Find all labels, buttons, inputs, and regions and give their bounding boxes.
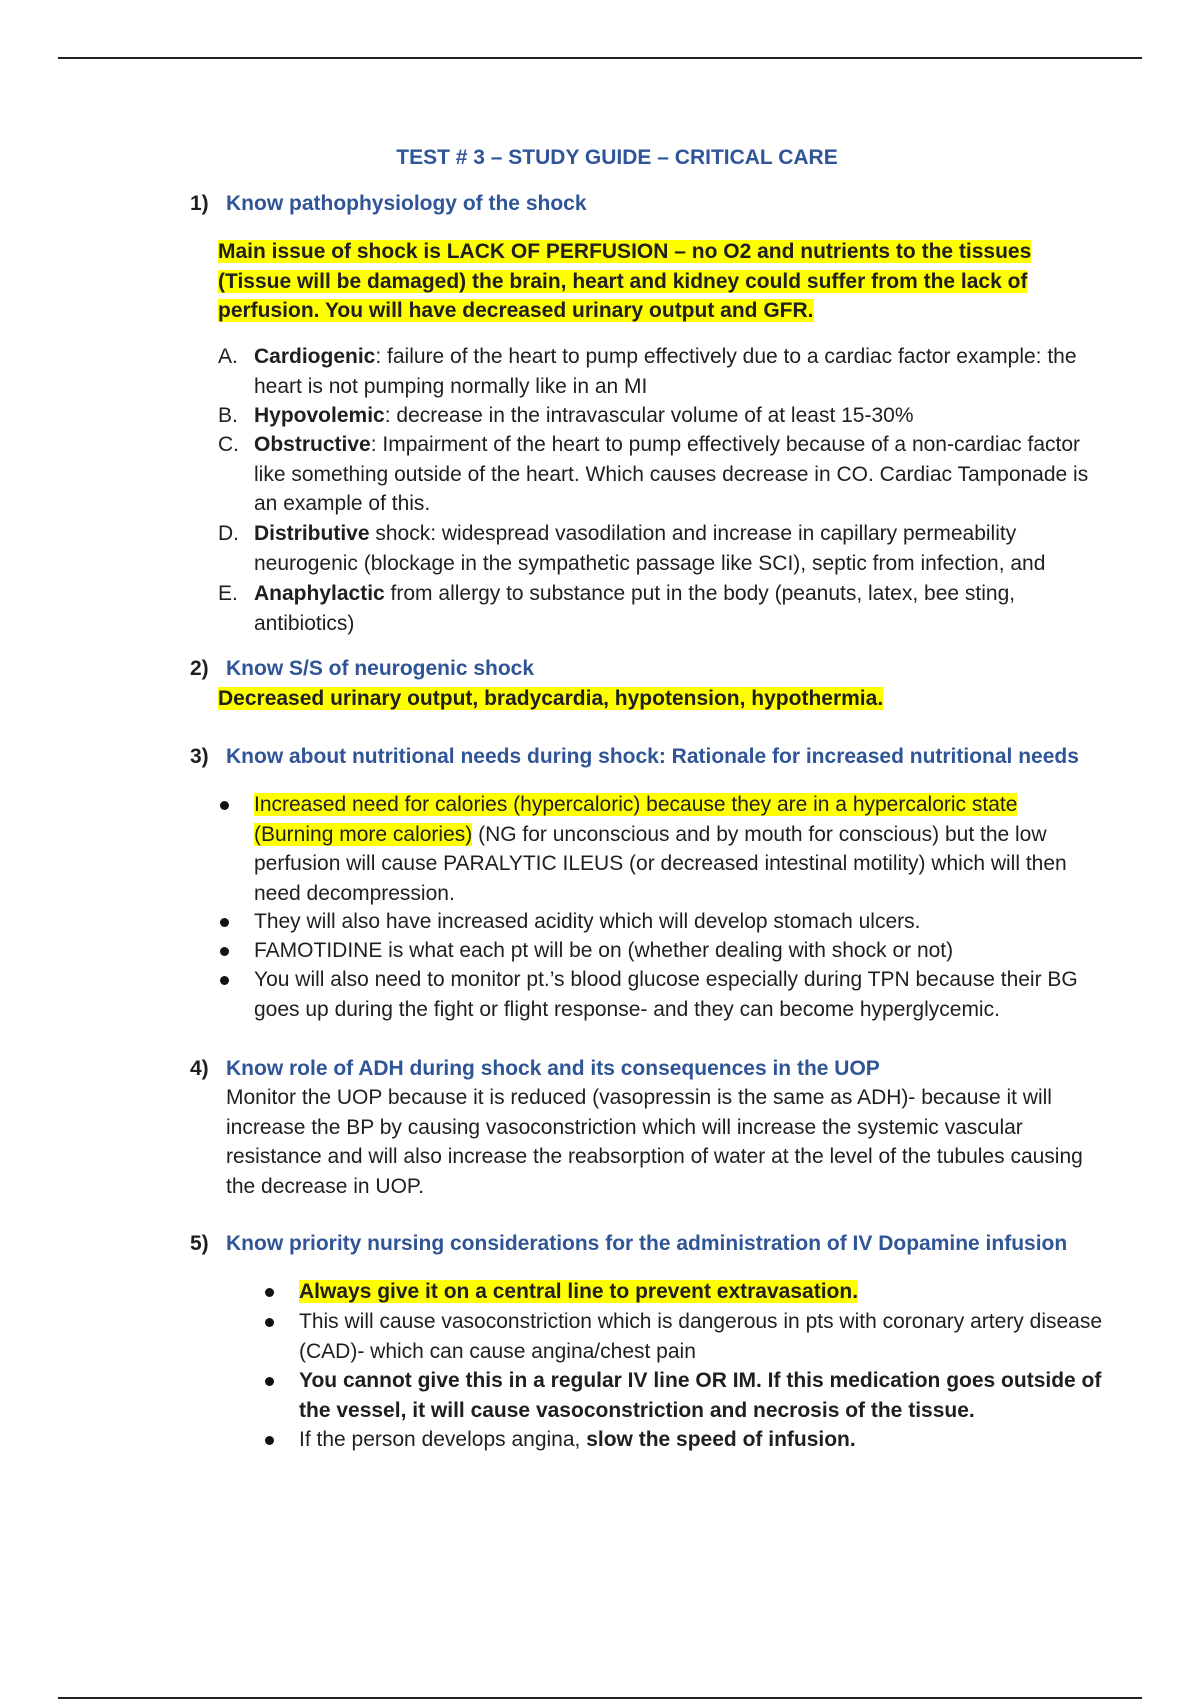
list-marker: A.: [218, 345, 238, 368]
list-marker: B.: [218, 404, 238, 427]
list-item-text: [254, 579, 1098, 638]
shock-description: : failure of the heart to pump effectively due to a cardiac factor example: the heart is not pumping normally like in an MI: [254, 345, 1077, 398]
question-number: 4): [190, 1057, 209, 1080]
header-rule: [58, 57, 1142, 59]
question-heading: Know pathophysiology of the shock: [226, 192, 587, 215]
list-item-text: [254, 430, 1098, 519]
footer-rule: [58, 1697, 1142, 1699]
shock-description: : decrease in the intravascular volume of at least 15-30%: [384, 404, 914, 427]
bullet-text: You cannot give this in a regular IV line OR IM. If this medication goes outside of the vessel, it will cause vasoconstriction and necrosis of the tissue.: [299, 1369, 1102, 1422]
shock-summary: [218, 237, 1068, 326]
bullet-icon: [265, 1436, 274, 1445]
list-item-text: [254, 401, 1098, 431]
bullet-icon: [265, 1318, 274, 1327]
list-item-text: [254, 342, 1098, 401]
shock-type: Anaphylactic: [254, 582, 385, 605]
shock-type: Cardiogenic: [254, 345, 376, 368]
bullet-text: They will also have increased acidity which will develop stomach ulcers.: [254, 910, 921, 933]
shock-description: from allergy to substance put in the body (peanuts, latex, bee sting, antibiotics): [254, 582, 1016, 635]
question-heading: Know about nutritional needs during shock: Rationale for increased nutritional needs: [226, 745, 1079, 768]
neurogenic-signs: [218, 684, 1098, 714]
shock-type: Obstructive: [254, 433, 371, 456]
list-item-text: [254, 519, 1098, 578]
bullet-text: (NG for unconscious and by mouth for conscious) but the low perfusion will cause PARALYTIC ILEUS (or decreased intestinal motility) which will then need decompression.: [254, 822, 1067, 905]
bullet-icon: [220, 801, 229, 810]
question-number: 3): [190, 745, 209, 768]
bullet-text: FAMOTIDINE is what each pt will be on (whether dealing with shock or not): [254, 939, 954, 962]
list-marker: C.: [218, 433, 239, 456]
list-item-text: [299, 1425, 1103, 1455]
bullet-icon: [220, 918, 229, 927]
highlighted-text: Increased need for calories (hypercaloric) because they are in a hypercaloric state (Burning more calories): [254, 793, 1018, 846]
bullet-text: If the person develops angina,: [299, 1428, 587, 1451]
question-heading: Know priority nursing considerations for the administration of IV Dopamine infusion: [226, 1232, 1068, 1255]
shock-type: Distributive: [254, 522, 370, 545]
shock-description: shock: widespread vasodilation and increase in capillary permeability neurogenic (blockage in the sympathetic passage like SCI), septic from infection, and: [254, 522, 1046, 575]
highlighted-answer: Decreased urinary output, bradycardia, hypotension, hypothermia.: [218, 687, 884, 710]
bullet-text: You will also need to monitor pt.’s blood glucose especially during TPN because their BG goes up during the fight or flight response- and they can become hyperglycemic.: [254, 968, 1078, 1021]
highlighted-text: Always give it on a central line to prevent extravasation.: [299, 1280, 859, 1303]
bullet-icon: [220, 947, 229, 956]
shock-type: Hypovolemic: [254, 404, 385, 427]
highlighted-summary: Main issue of shock is LACK OF PERFUSION – no O2 and nutrients to the tissues (Tissue will be damaged) the brain, heart and kidney could suffer from the lack of perfusion. You will have decreased urinary output and GFR.: [218, 240, 1032, 322]
question-number: 1): [190, 192, 209, 215]
question-number: 2): [190, 657, 209, 680]
shock-description: : Impairment of the heart to pump effectively because of a non-cardiac factor like something outside of the heart. Which causes decrease in CO. Cardiac Tamponade is an example of this.: [254, 433, 1089, 515]
page-title: TEST # 3 – STUDY GUIDE – CRITICAL CARE: [396, 146, 838, 169]
bullet-icon: [265, 1377, 274, 1386]
list-item-text: [299, 1277, 1103, 1307]
question-heading: Know role of ADH during shock and its consequences in the UOP: [226, 1057, 880, 1080]
question-number: 5): [190, 1232, 209, 1255]
bullet-text: This will cause vasoconstriction which is dangerous in pts with coronary artery disease (CAD)- which can cause angina/chest pain: [299, 1310, 1103, 1363]
bullet-icon: [220, 976, 229, 985]
list-item-text: [254, 790, 1098, 908]
list-marker: E.: [218, 582, 238, 605]
bullet-emphasis: slow the speed of infusion.: [586, 1428, 856, 1451]
adh-explanation: Monitor the UOP because it is reduced (vasopressin is the same as ADH)- because it will increase the BP by causing vasoconstriction which will increase the systemic vascular resistance and will also increase the reabsorption of water at the level of the tubules causing the decrease in UOP.: [226, 1086, 1083, 1198]
list-marker: D.: [218, 522, 239, 545]
question-heading: Know S/S of neurogenic shock: [226, 657, 535, 680]
bullet-icon: [265, 1288, 274, 1297]
